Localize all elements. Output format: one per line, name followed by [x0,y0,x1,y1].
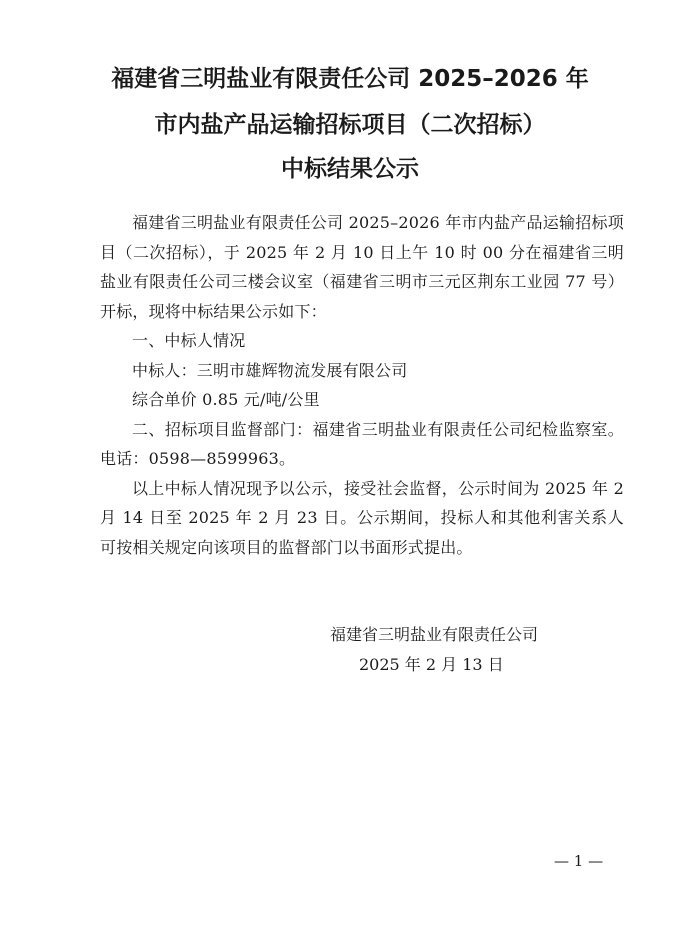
document-title-line-2: 市内盐产品运输招标项目（二次招标） [154,112,546,138]
signature-date: 2025 年 2 月 13 日 [359,655,504,674]
paragraph-intro: 福建省三明盐业有限责任公司 2025–2026 年市内盐产品运输招标项目（二次招标），于 2025 年 2 月 10 日上午 10 时 00 分在福建省三明盐业有限责任公司三楼会议室（福建省三明市三元区荆东工业园 77 号）开标，现将中标结果公示如下： [100,213,624,321]
paragraph-winner-name: 中标人：三明市雄辉物流发展有限公司 [132,360,408,380]
paragraph-unit-price: 综合单价 0.85 元/吨/公里 [132,390,320,409]
document-body [100,208,624,562]
paragraph-supervision: 二、招标项目监督部门：福建省三明盐业有限责任公司纪检监察室。电话：0598—8599963。 [100,419,624,468]
signature-organization: 福建省三明盐业有限责任公司 [330,625,539,644]
page-number: — 1 — [554,852,604,870]
paragraph-winner-heading: 一、中标人情况 [132,331,246,350]
document-title-line-3: 中标结果公示 [281,156,419,182]
paragraph-publicity: 以上中标人情况现予以公示，接受社会监督，公示时间为 2025 年 2 月 14 日至 2025 年 2 月 23 日。公示期间，投标人和其他利害关系人可按相关规定向该项目的监督部门以书面形式提出。 [100,478,624,557]
document-title-line-1: 福建省三明盐业有限责任公司 2025–2026 年 [111,66,589,92]
